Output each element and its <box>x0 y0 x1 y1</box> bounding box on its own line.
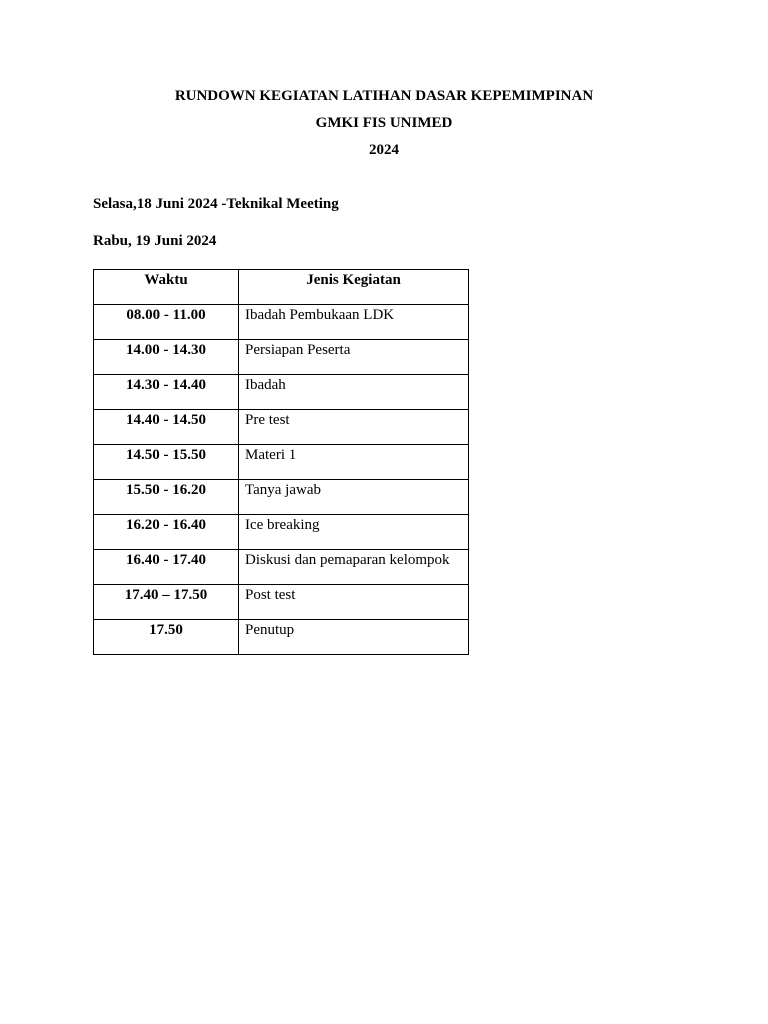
table-row <box>94 550 469 585</box>
activity-cell: Persiapan Peserta <box>239 340 469 375</box>
time-cell: 16.20 - 16.40 <box>94 515 239 550</box>
table-row <box>94 375 469 410</box>
document-year: 2024 <box>369 142 399 158</box>
table-row <box>94 445 469 480</box>
table-row <box>94 305 469 340</box>
header-jenis-kegiatan: Jenis Kegiatan <box>239 270 469 305</box>
time-cell: 14.30 - 14.40 <box>94 375 239 410</box>
table-row <box>94 340 469 375</box>
schedule-table <box>93 269 469 655</box>
activity-cell: Ibadah Pembukaan LDK <box>239 305 469 340</box>
document-title: RUNDOWN KEGIATAN LATIHAN DASAR KEPEMIMPINAN <box>174 88 594 104</box>
time-cell: 15.50 - 16.20 <box>94 480 239 515</box>
table-row <box>94 620 469 655</box>
day2-heading: Rabu, 19 Juni 2024 <box>93 233 217 249</box>
activity-cell: Ibadah <box>239 375 469 410</box>
table-header-row <box>94 270 469 305</box>
activity-cell: Pre test <box>239 410 469 445</box>
time-cell: 17.40 – 17.50 <box>94 585 239 620</box>
time-cell: 17.50 <box>94 620 239 655</box>
activity-cell: Ice breaking <box>239 515 469 550</box>
time-cell: 14.40 - 14.50 <box>94 410 239 445</box>
activity-cell: Materi 1 <box>239 445 469 480</box>
day1-heading: Selasa,18 Juni 2024 -Teknikal Meeting <box>93 196 339 212</box>
activity-cell: Penutup <box>239 620 469 655</box>
document-organization: GMKI FIS UNIMED <box>315 115 453 131</box>
table-row <box>94 480 469 515</box>
header-waktu: Waktu <box>94 270 239 305</box>
time-cell: 14.50 - 15.50 <box>94 445 239 480</box>
activity-cell: Tanya jawab <box>239 480 469 515</box>
time-cell: 08.00 - 11.00 <box>94 305 239 340</box>
table-row <box>94 410 469 445</box>
activity-cell: Diskusi dan pemaparan kelompok <box>239 550 469 585</box>
time-cell: 16.40 - 17.40 <box>94 550 239 585</box>
time-cell: 14.00 - 14.30 <box>94 340 239 375</box>
table-row <box>94 515 469 550</box>
table-row <box>94 585 469 620</box>
activity-cell: Post test <box>239 585 469 620</box>
